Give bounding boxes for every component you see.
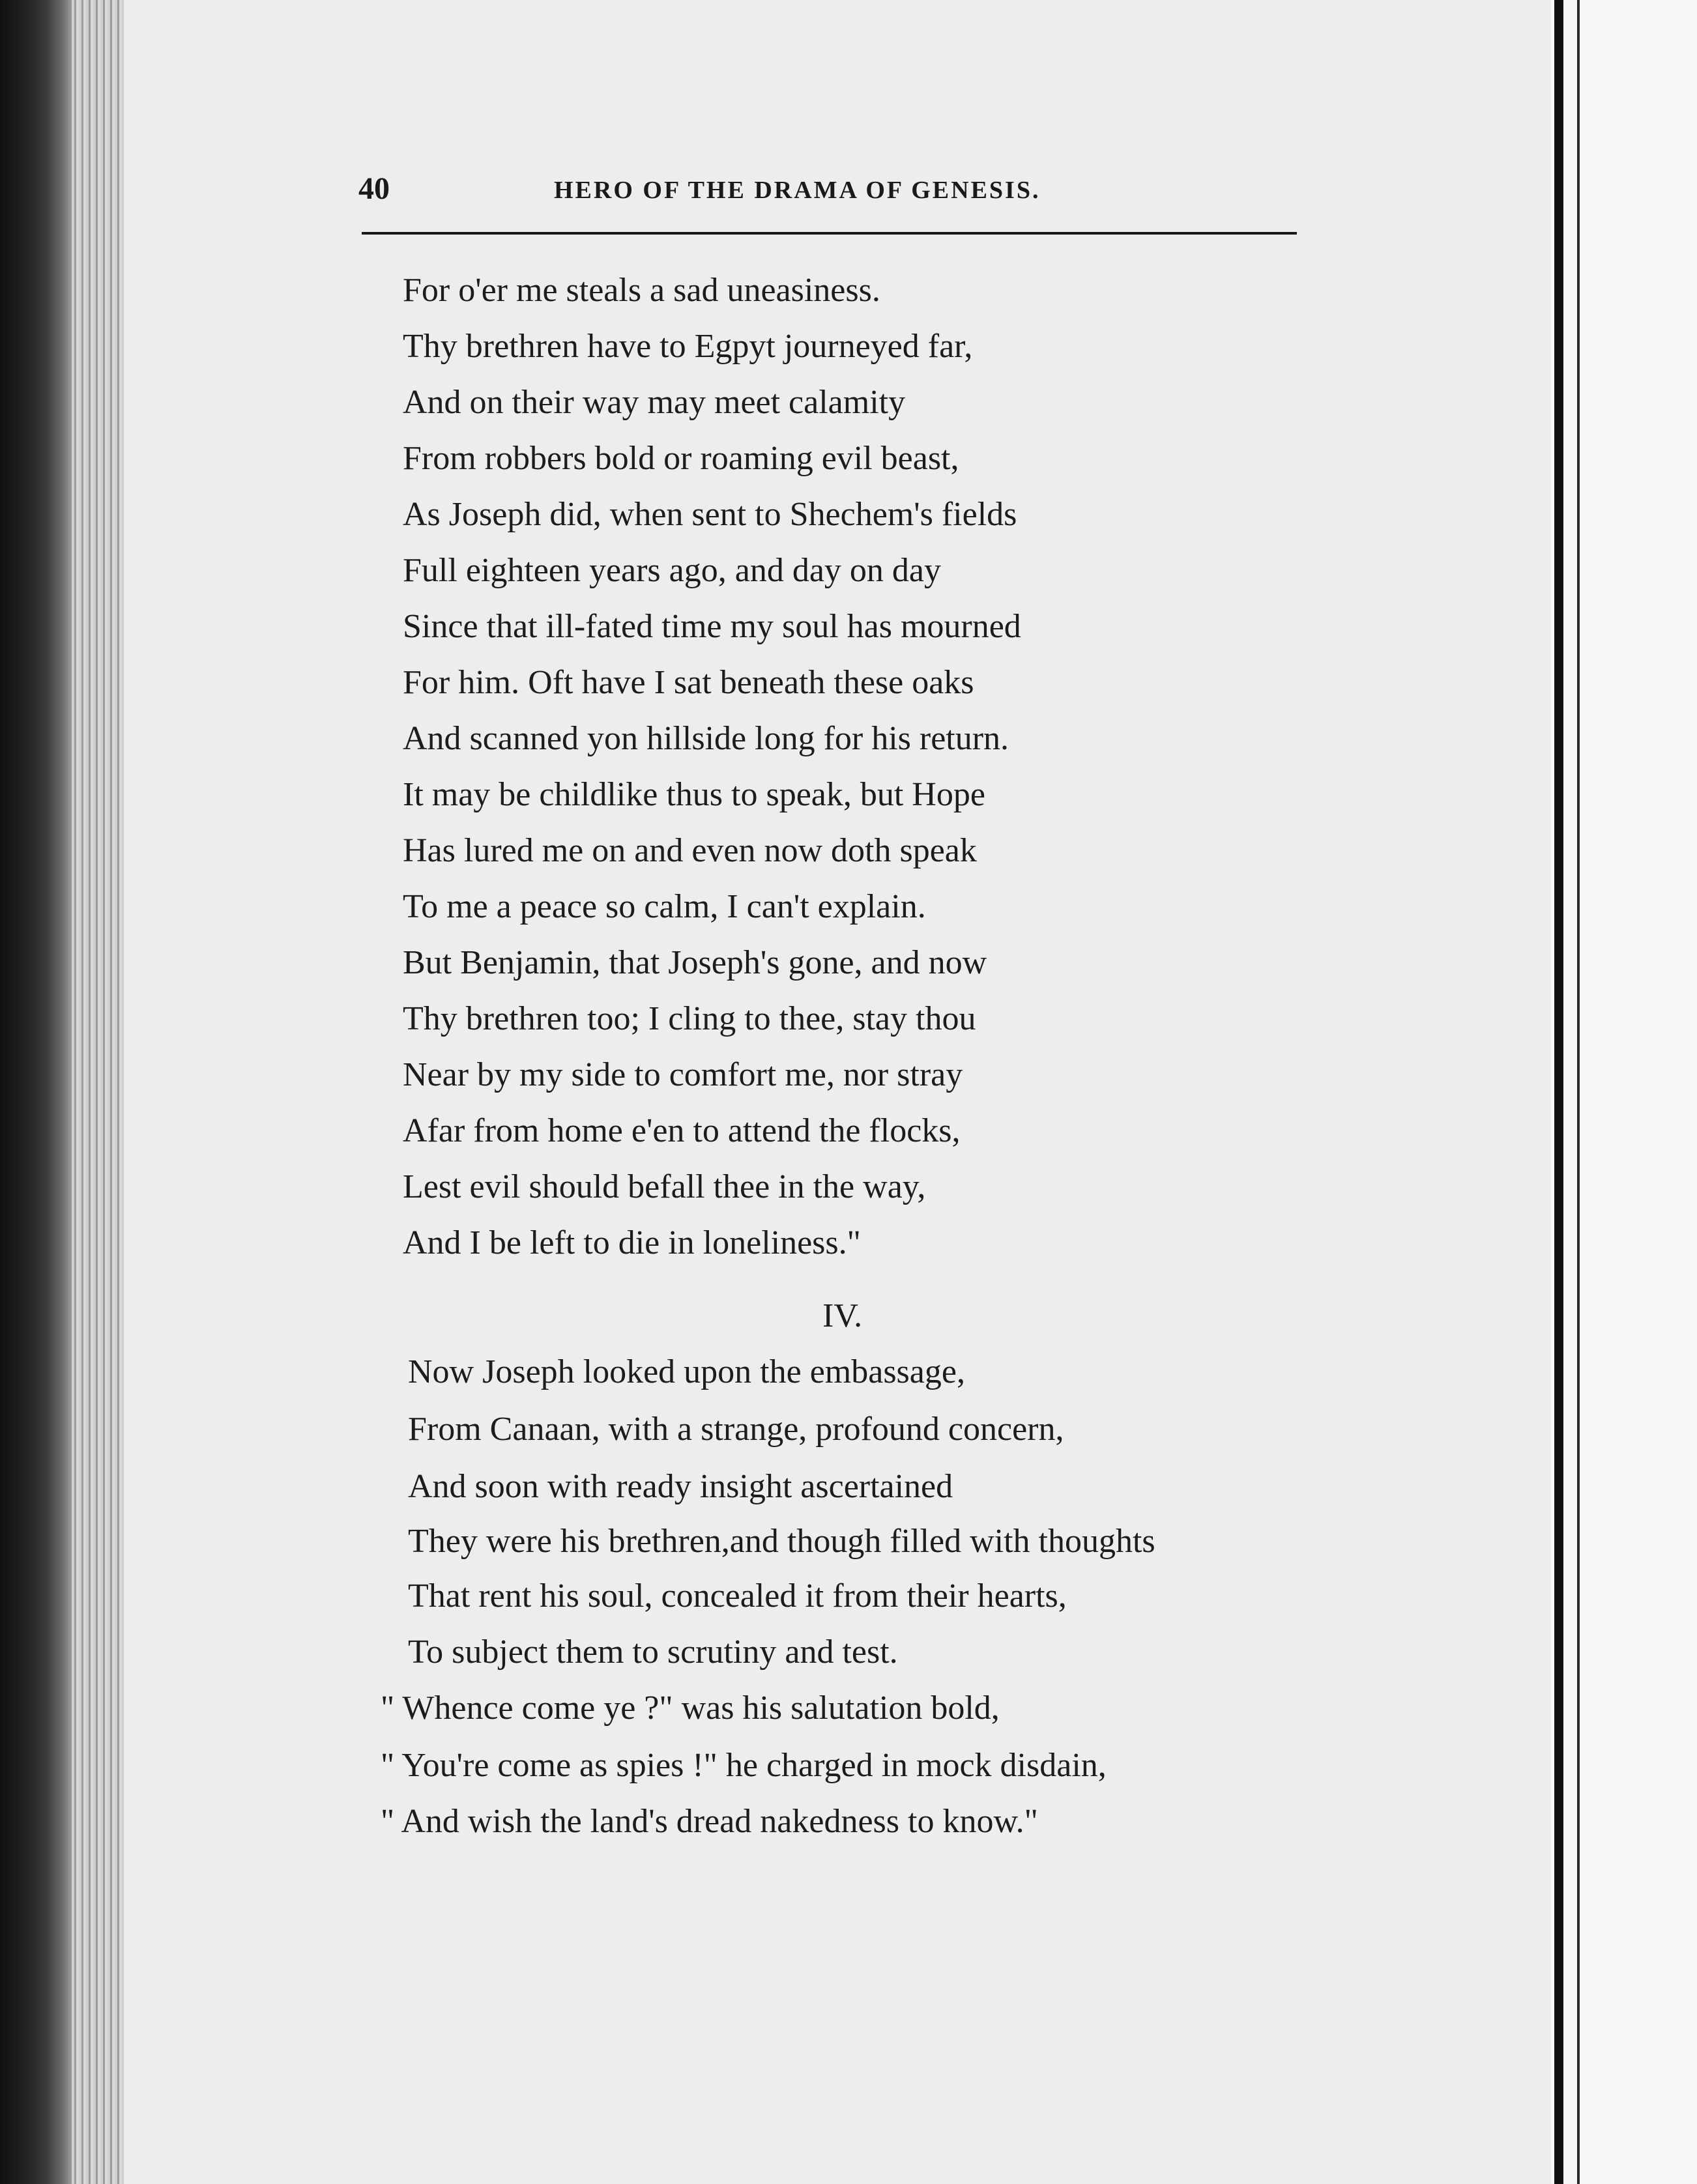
verse-line: And soon with ready insight ascertained (408, 1468, 953, 1505)
page-number: 40 (358, 171, 390, 206)
verse-line: And I be left to die in loneliness." (403, 1224, 861, 1261)
verse-line: " And wish the land's dread nakedness to know." (381, 1803, 1038, 1840)
verse-line: To me a peace so calm, I can't explain. (403, 888, 926, 925)
verse-line: Now Joseph looked upon the embassage, (408, 1353, 965, 1390)
verse-line: And scanned yon hillside long for his return. (403, 720, 1009, 757)
verse-line: To subject them to scrutiny and test. (408, 1633, 898, 1671)
verse-line: Lest evil should befall thee in the way, (403, 1168, 926, 1205)
verse-line: For o'er me steals a sad uneasiness. (403, 272, 880, 309)
verse-line: For him. Oft have I sat beneath these oaks (403, 664, 974, 701)
section-number: IV. (822, 1297, 863, 1334)
verse-line: But Benjamin, that Joseph's gone, and now (403, 944, 987, 981)
verse-line: " You're come as spies !" he charged in mock disdain, (381, 1747, 1107, 1784)
verse-line: That rent his soul, concealed it from their hearts, (408, 1577, 1067, 1615)
verse-line: And on their way may meet calamity (403, 384, 906, 421)
verse-line: It may be childlike thus to speak, but Hope (403, 776, 985, 813)
verse-line: Thy brethren have to Egpyt journeyed far, (403, 328, 973, 365)
verse-line: Afar from home e'en to attend the flocks, (403, 1112, 961, 1149)
verse-line: Full eighteen years ago, and day on day (403, 552, 941, 589)
verse-line: As Joseph did, when sent to Shechem's fields (403, 496, 1017, 533)
verse-line: Thy brethren too; I cling to thee, stay thou (403, 1000, 976, 1037)
verse-line: From robbers bold or roaming evil beast, (403, 440, 959, 477)
verse-line: Has lured me on and even now doth speak (403, 832, 977, 869)
running-head: HERO OF THE DRAMA OF GENESIS. (554, 177, 1041, 204)
verse-line: They were his brethren,and though filled with thoughts (408, 1523, 1155, 1560)
verse-line: From Canaan, with a strange, profound concern, (408, 1411, 1064, 1448)
verse-line: " Whence come ye ?" was his salutation bold, (381, 1689, 1000, 1727)
verse-line: Near by my side to comfort me, nor stray (403, 1056, 963, 1093)
verse-line: Since that ill-fated time my soul has mourned (403, 608, 1021, 645)
